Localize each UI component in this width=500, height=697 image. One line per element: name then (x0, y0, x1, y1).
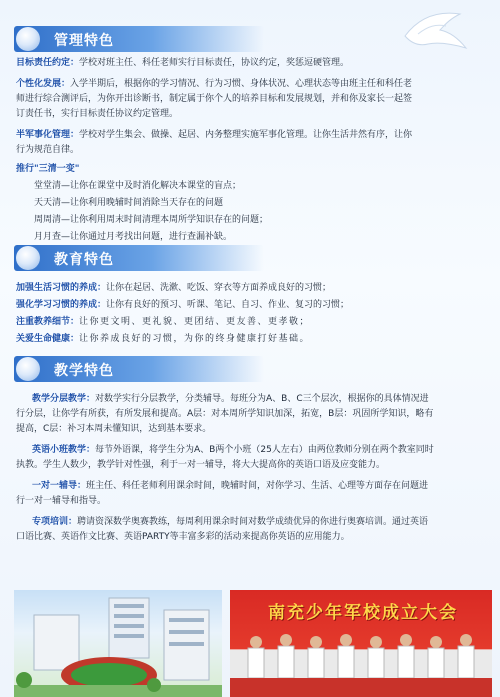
ceremony-illustration (230, 590, 492, 697)
sanqing-item: 月月查—让你通过月考找出问题，进行查漏补缺。 (34, 232, 233, 242)
education-line: 加强生活习惯的养成：让你在起居、洗漱、吃饭、穿衣等方面养成良好的习惯； (16, 283, 332, 293)
sanqing-item: 堂堂清—让你在课堂中及时消化解决本课堂的盲点； (34, 181, 242, 191)
sanqing-item: 天天清—让你利用晚辅时间消除当天存在的问题 (34, 198, 224, 208)
banner-bullet-icon (16, 27, 40, 51)
banner-bullet-icon (16, 357, 40, 381)
teaching-paragraph: 英语小班教学：每节外语课，将学生分为A、B两个小班（25人左右）由两位教师分别在两个教室同时 执教。学生人数少，教学针对性强，利于一对一辅导，将大大提高你的英语口语及应变能力。 (16, 445, 434, 470)
teaching-paragraph: 一对一辅导：班主任、科任老师利用课余时间，晚辅时间，对你学习、生活、心理等方面存在问题进 行一对一辅导和指导。 (16, 481, 429, 506)
education-line: 注重教养细节：让你更文明、更礼貌、更团结、更友善、更孝敬； (16, 317, 311, 327)
management-line: 半军事化管理：学校对学生集会、做操、起居、内务整理实施军事化管理。让你生活井然有序，让你 (16, 130, 413, 140)
section-banner-management (14, 26, 264, 52)
management-line: 个性化发展：入学半期后，根据你的学习情况、行为习惯、身体状况、心理状态等由班主任和科任老 (16, 79, 413, 89)
management-line: 订责任书，实行目标责任协议约定管理。 (16, 109, 179, 119)
dove-icon (400, 6, 470, 56)
sanqing-heading: 推行"三清一变" (16, 164, 80, 174)
sanqing-item: 周周清—让你利用周末时间清理本周所学知识存在的问题； (34, 215, 269, 225)
campus-illustration (14, 590, 222, 697)
sanqing-list (16, 179, 486, 245)
management-line: 目标责任约定：学校对班主任、科任老师实行目标责任，协议约定，奖惩逗硬管理。 (16, 58, 350, 68)
campus-aerial-photo (14, 590, 222, 697)
section-banner-teaching (14, 356, 264, 382)
teaching-paragraph: 教学分层教学：对数学实行分层教学，分类辅导。每班分为A、B、C三个层次，根据你的具体情况进 行分层，让你学有所获，有所发展和提高。A层：对本周所学知识加深，拓宽，B层：巩固所学知识，略有 提高，C层：补习本周未懂知识，达到基本要求。 (16, 394, 434, 434)
ceremony-photo (230, 590, 492, 697)
management-items (16, 56, 486, 245)
banner-bullet-icon (16, 246, 40, 270)
teaching-paragraph: 专项培训：聘请资深数学奥赛教练，每周利用课余时间对数学成绩优异的你进行奥赛培训。通过英语 口语比赛、英语作文比赛、英语PARTY等丰富多彩的活动来提高你英语的应用能力。 (16, 517, 429, 542)
section-title-teaching: 教学特色 (54, 363, 114, 379)
education-line: 强化学习习惯的养成：让你有良好的预习、听课、笔记、自习、作业、复习的习惯； (16, 300, 350, 310)
teaching-paragraphs (16, 392, 486, 545)
education-items (16, 280, 486, 348)
section-title-education: 教育特色 (54, 252, 114, 268)
management-line: 行为规范自律。 (16, 145, 80, 155)
section-title-management: 管理特色 (54, 33, 114, 49)
management-line: 师进行综合测评后，为你开出诊断书，制定属于你个人的培养目标和发展规划，并和你及家长一起签 (16, 94, 413, 104)
education-line: 关爱生命健康：让你养成良好的习惯，为你的终身健康打好基础。 (16, 334, 311, 344)
ceremony-banner-text: 南充少年军校成立大会 (268, 603, 458, 623)
section-banner-education (14, 245, 264, 271)
